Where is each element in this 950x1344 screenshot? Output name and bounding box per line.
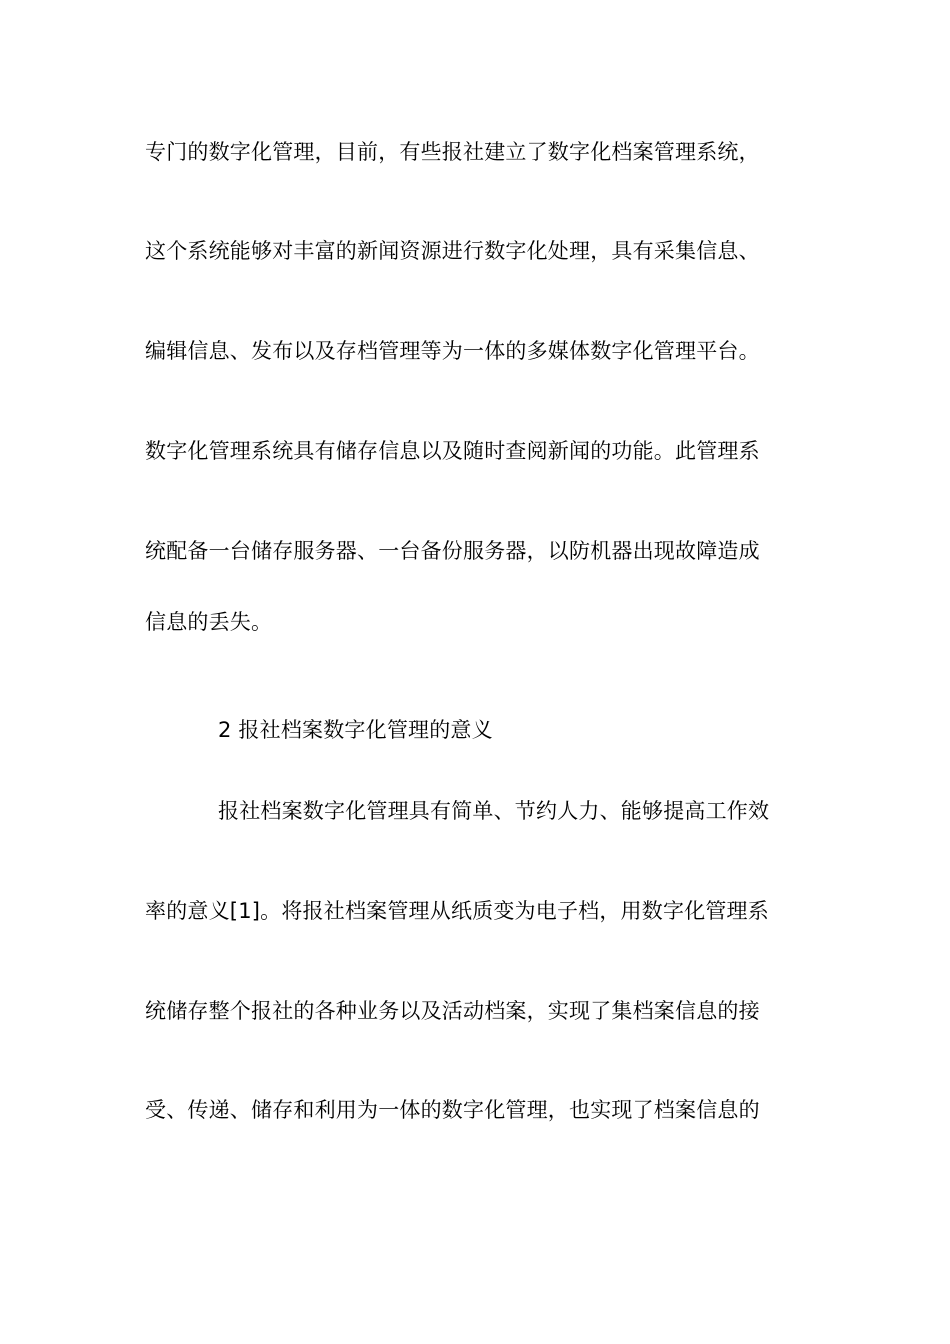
paragraph-line-1: 专门的数字化管理，目前，有些报社建立了数字化档案管理系统，	[145, 140, 760, 164]
section-heading: 2 报社档案数字化管理的意义	[218, 718, 493, 742]
paragraph-line-6: 信息的丢失。	[145, 610, 273, 634]
paragraph-line-5: 统配备一台储存服务器、一台备份服务器，以防机器出现故障造成	[145, 539, 760, 563]
paragraph-line-2: 这个系统能够对丰富的新闻资源进行数字化处理，具有采集信息、	[145, 239, 760, 263]
paragraph2-line-1: 报社档案数字化管理具有简单、节约人力、能够提高工作效	[218, 799, 770, 823]
paragraph2-line-4: 受、传递、储存和利用为一体的数字化管理，也实现了档案信息的	[145, 1098, 760, 1122]
paragraph-line-3: 编辑信息、发布以及存档管理等为一体的多媒体数字化管理平台。	[145, 339, 760, 363]
paragraph-line-4: 数字化管理系统具有储存信息以及随时查阅新闻的功能。此管理系	[145, 439, 760, 463]
paragraph2-line-3: 统储存整个报社的各种业务以及活动档案，实现了集档案信息的接	[145, 999, 760, 1023]
paragraph2-line-2: 率的意义[1]。将报社档案管理从纸质变为电子档，用数字化管理系	[145, 899, 769, 923]
